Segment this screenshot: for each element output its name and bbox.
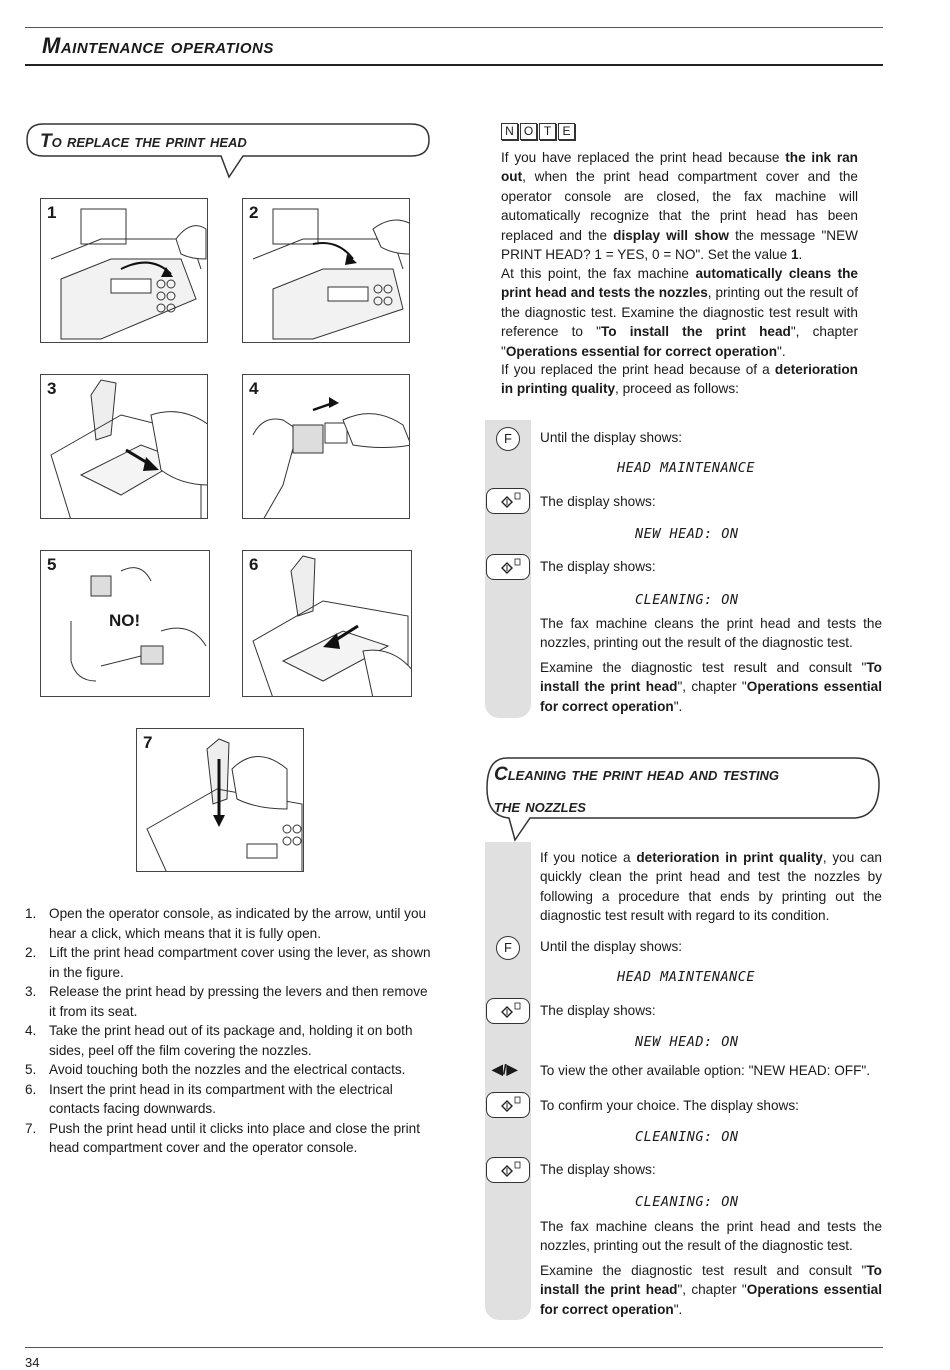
lcd-display: CLEANING: ON	[635, 592, 739, 608]
proc2-step4-text: To confirm your choice. The display shows:	[540, 1098, 799, 1113]
f-key-icon: F	[496, 936, 520, 960]
figure-5	[40, 550, 210, 697]
figure-number: 6	[249, 555, 259, 574]
lcd-display: HEAD MAINTENANCE	[617, 460, 756, 476]
list-item: 3. Release the print head by pressing the levers and then remove it from its seat.	[25, 984, 428, 1019]
section-title-cleaning-line2: the nozzles	[494, 796, 586, 817]
insert-print-head-illustration	[243, 551, 412, 697]
release-print-head-illustration	[41, 375, 208, 519]
list-item: 2. Lift the print head compartment cover using the lever, as shown in the figure.	[25, 945, 431, 980]
list-item: 4. Take the print head out of its package and, holding it on both sides, peel off the film covering the nozzles.	[25, 1023, 413, 1058]
figure-3	[40, 374, 208, 519]
f-key-icon: F	[496, 427, 520, 451]
figure-2	[242, 198, 410, 343]
start-key-icon	[486, 1092, 530, 1118]
note-paragraph-3: If you replaced the print head because of a deterioration in printing quality, proceed as follows:	[501, 362, 858, 397]
lcd-display: NEW HEAD: ON	[635, 526, 739, 542]
page-title: Maintenance operations	[42, 33, 274, 58]
list-item: 5. Avoid touching both the nozzles and the electrical contacts.	[25, 1062, 406, 1077]
proc2-result-text: The fax machine cleans the print head and tests the nozzles, printing out the result of the diagnostic test.	[540, 1219, 882, 1254]
list-item: 6. Insert the print head in its compartment with the electrical contacts facing downwards.	[25, 1081, 393, 1116]
figure-7	[136, 728, 304, 872]
figure-number: 7	[143, 733, 153, 752]
proc2-step5-text: The display shows:	[540, 1162, 656, 1177]
list-item: 7. Push the print head until it clicks into place and close the print head compartment cover and the operator console.	[25, 1120, 421, 1155]
lcd-display: CLEANING: ON	[635, 1194, 739, 1210]
header-rule-top	[25, 27, 883, 28]
figure-number: 1	[47, 203, 57, 222]
figure-number: 2	[249, 203, 259, 222]
proc1-result-text: The fax machine cleans the print head and tests the nozzles, printing out the result of the diagnostic test.	[540, 616, 882, 651]
start-key-icon	[486, 554, 530, 580]
fax-cover-lift-illustration	[243, 199, 410, 343]
header-rule-bottom	[25, 64, 883, 66]
lcd-display: CLEANING: ON	[635, 1129, 739, 1145]
figure-number: 5	[47, 555, 57, 574]
section-title-cleaning-line1: Cleaning the print head and testing	[494, 764, 779, 785]
figure-number: 4	[249, 379, 259, 398]
proc2-intro-text: If you notice a deterioration in print quality, you can quickly clean the print head and test the nozzles by following a procedure that ends by printing out the diagnostic test result with regard to its condition.	[540, 850, 882, 924]
proc1-step2-text: The display shows:	[540, 494, 656, 509]
start-key-icon	[486, 488, 530, 514]
proc2-consult-text: Examine the diagnostic test result and consult "To install the print head", chapter "Operations essential for correct operation".	[540, 1263, 882, 1317]
section-title-replace-head: To replace the print head	[40, 131, 247, 152]
proc2-step1-text: Until the display shows:	[540, 939, 683, 954]
note-icon: N O T E	[501, 121, 577, 141]
lcd-display: HEAD MAINTENANCE	[617, 969, 756, 985]
proc1-step1-text: Until the display shows:	[540, 430, 683, 445]
proc1-step3-text: The display shows:	[540, 559, 656, 574]
note-paragraph-1: If you have replaced the print head because the ink ran out, when the print head compartment cover and the operator console are closed, the fax machine will automatically recognize that the print head has been replaced and the display will show the message "NEW PRINT HEAD? 1 = YES, 0 = NO". Set the value 1.	[501, 150, 858, 263]
list-item: 1. Open the operator console, as indicated by the arrow, until you hear a click, which means that it is fully open.	[25, 906, 427, 941]
lcd-display: NEW HEAD: ON	[635, 1034, 739, 1050]
arrow-keys-icon: ◀/▶	[492, 1061, 518, 1077]
figure-number: 3	[47, 379, 57, 398]
start-key-icon	[486, 1157, 530, 1183]
proc1-consult-text: Examine the diagnostic test result and consult "To install the print head", chapter "Operations essential for correct operation".	[540, 660, 882, 714]
proc2-step3-text: To view the other available option: "NEW HEAD: OFF".	[540, 1063, 870, 1078]
push-print-head-illustration	[137, 729, 304, 872]
peel-film-illustration	[243, 375, 410, 519]
figure-4	[242, 374, 410, 519]
start-key-icon	[486, 998, 530, 1024]
proc2-step2-text: The display shows:	[540, 1003, 656, 1018]
footer-rule	[25, 1347, 883, 1348]
figure-1	[40, 198, 208, 343]
fax-console-open-illustration	[41, 199, 208, 343]
figure-6	[242, 550, 412, 697]
no-warning-label: NO!	[109, 611, 141, 630]
replace-steps-list	[25, 904, 431, 1158]
page-number: 34	[25, 1355, 40, 1370]
note-paragraph-2: At this point, the fax machine automatically cleans the print head and tests the nozzles, printing out the result of the diagnostic test. Examine the diagnostic test result with reference to "To install the print head", chapter "Operations essential for correct operation".	[501, 266, 859, 359]
procedure-2-keybar	[485, 842, 531, 1320]
